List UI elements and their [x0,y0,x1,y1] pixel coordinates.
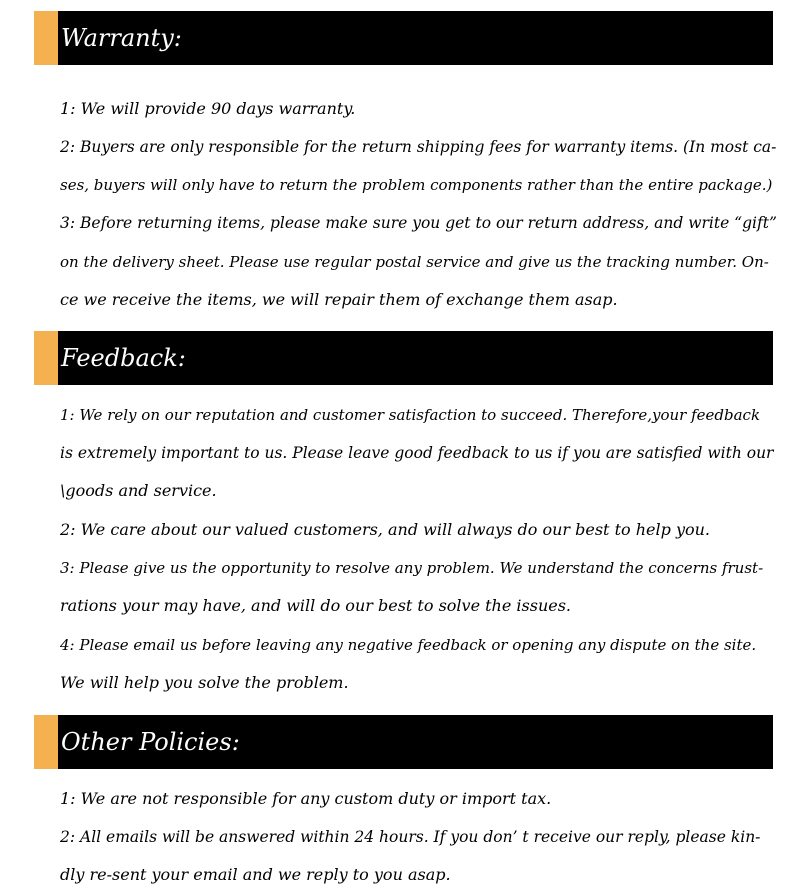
other-policies-line: 2: All emails will be answered within 24 hours. If you don’ t receive our reply, please kin- [60,828,761,846]
warranty-line: 1: We will provide 90 days warranty. [60,99,356,118]
warranty-line: 3: Before returning items, please make sure you get to our return address, and write “gift” [60,214,777,232]
warranty-accent-bar [34,11,58,65]
feedback-line: is extremely important to us. Please leave good feedback to us if you are satisfied with our [60,444,774,462]
feedback-title: Feedback: [61,344,186,372]
feedback-line: 3: Please give us the opportunity to resolve any problem. We understand the concerns frust- [60,559,764,577]
other-policies-title: Other Policies: [61,728,240,756]
other-policies-header [34,715,773,769]
warranty-line: on the delivery sheet. Please use regular postal service and give us the tracking number. On- [60,253,769,271]
feedback-line: rations your may have, and will do our best to solve the issues. [60,596,572,615]
warranty-title: Warranty: [61,24,182,52]
warranty-line: ses, buyers will only have to return the problem components rather than the entire package.) [60,176,773,194]
feedback-line: 1: We rely on our reputation and customer satisfaction to succeed. Therefore,your feedback [60,406,761,424]
warranty-header [34,11,773,65]
other-policies-line: dly re-sent your email and we reply to you asap. [60,865,451,884]
feedback-line: \goods and service. [60,481,217,500]
other-policies-line: 1: We are not responsible for any custom duty or import tax. [60,789,552,808]
feedback-line: 4: Please email us before leaving any negative feedback or opening any dispute on the site. [60,636,757,654]
feedback-accent-bar [34,331,58,385]
warranty-line: ce we receive the items, we will repair them of exchange them asap. [60,290,618,309]
warranty-line: 2: Buyers are only responsible for the return shipping fees for warranty items. (In most ca- [60,138,777,156]
feedback-line: 2: We care about our valued customers, and will always do our best to help you. [60,520,710,539]
feedback-header [34,331,773,385]
other-policies-accent-bar [34,715,58,769]
feedback-line: We will help you solve the problem. [60,673,349,692]
